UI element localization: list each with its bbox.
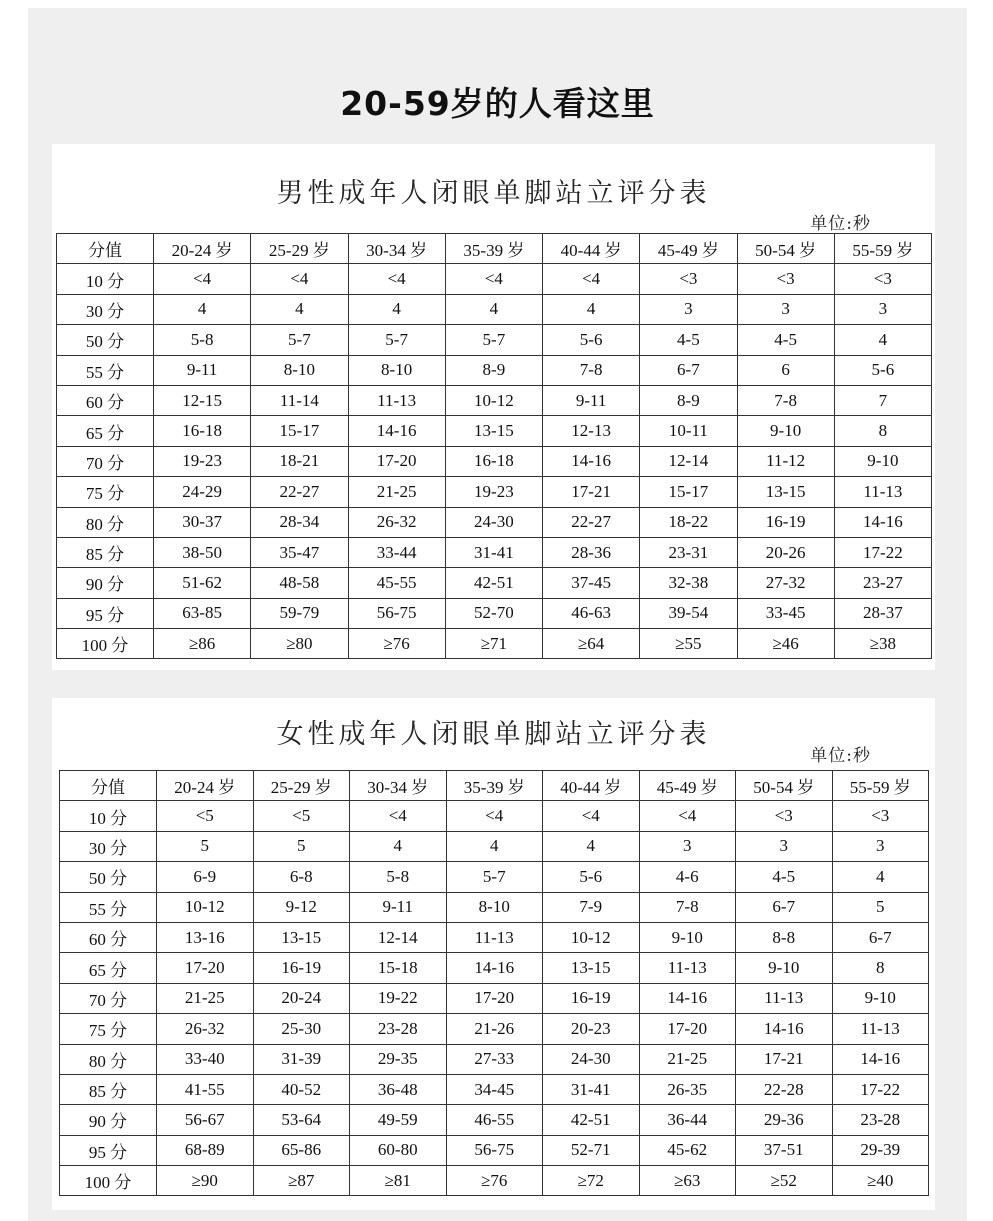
table-row xyxy=(60,953,929,983)
time-range-cell: <3 xyxy=(834,264,931,294)
time-range-cell: 42-51 xyxy=(543,1105,640,1135)
time-range-cell: 36-48 xyxy=(350,1074,447,1104)
time-range-cell: 14-16 xyxy=(639,983,736,1013)
score-label-cell: 50 分 xyxy=(60,862,157,892)
time-range-cell: 23-31 xyxy=(640,537,737,567)
score-label-cell: 65 分 xyxy=(60,953,157,983)
time-range-cell: 4 xyxy=(446,831,543,861)
time-range-cell: 8-10 xyxy=(446,892,543,922)
time-range-cell: ≥80 xyxy=(251,629,348,659)
time-range-cell: 9-10 xyxy=(639,922,736,952)
time-range-cell: <5 xyxy=(253,801,350,831)
time-range-cell: 15-17 xyxy=(251,416,348,446)
score-label-cell: 55 分 xyxy=(60,892,157,922)
time-range-cell: 20-26 xyxy=(737,537,834,567)
time-range-cell: 17-21 xyxy=(543,477,640,507)
time-range-cell: 9-11 xyxy=(350,892,447,922)
time-range-cell: ≥40 xyxy=(832,1166,929,1196)
time-range-cell: 16-19 xyxy=(253,953,350,983)
time-range-cell: 22-27 xyxy=(543,507,640,537)
time-range-cell: <4 xyxy=(639,801,736,831)
time-range-cell: 3 xyxy=(736,831,833,861)
time-range-cell: 56-67 xyxy=(157,1105,254,1135)
score-label-cell: 90 分 xyxy=(57,568,154,598)
time-range-cell: 13-15 xyxy=(253,922,350,952)
time-range-cell: 25-30 xyxy=(253,1014,350,1044)
time-range-cell: 22-28 xyxy=(736,1074,833,1104)
age-group-header: 30-34 岁 xyxy=(350,771,447,801)
table-row xyxy=(60,1044,929,1074)
time-range-cell: 17-20 xyxy=(446,983,543,1013)
time-range-cell: 17-21 xyxy=(736,1044,833,1074)
time-range-cell: 8-9 xyxy=(640,385,737,415)
time-range-cell: ≥55 xyxy=(640,629,737,659)
time-range-cell: 3 xyxy=(639,831,736,861)
time-range-cell: 27-32 xyxy=(737,568,834,598)
time-range-cell: 3 xyxy=(832,831,929,861)
time-range-cell: 28-36 xyxy=(543,537,640,567)
time-range-cell: 12-14 xyxy=(350,922,447,952)
time-range-cell: 11-13 xyxy=(736,983,833,1013)
time-range-cell: 15-17 xyxy=(640,477,737,507)
time-range-cell: 5-6 xyxy=(543,325,640,355)
score-column-header: 分值 xyxy=(57,234,154,264)
time-range-cell: 3 xyxy=(737,294,834,324)
table-row xyxy=(60,1166,929,1196)
table-header-row xyxy=(60,771,929,801)
time-range-cell: 5-8 xyxy=(154,325,251,355)
time-range-cell: 31-39 xyxy=(253,1044,350,1074)
time-range-cell: 59-79 xyxy=(251,598,348,628)
time-range-cell: <3 xyxy=(640,264,737,294)
time-range-cell: 29-35 xyxy=(350,1044,447,1074)
time-range-cell: 4 xyxy=(543,294,640,324)
table-row xyxy=(60,1074,929,1104)
table-header-row xyxy=(57,234,932,264)
time-range-cell: 7-8 xyxy=(639,892,736,922)
time-range-cell: 33-40 xyxy=(157,1044,254,1074)
score-label-cell: 10 分 xyxy=(60,801,157,831)
time-range-cell: 13-15 xyxy=(737,477,834,507)
time-range-cell: 36-44 xyxy=(639,1105,736,1135)
time-range-cell: 39-54 xyxy=(640,598,737,628)
age-group-header: 55-59 岁 xyxy=(832,771,929,801)
score-column-header: 分值 xyxy=(60,771,157,801)
time-range-cell: 6-7 xyxy=(832,922,929,952)
time-range-cell: 48-58 xyxy=(251,568,348,598)
age-group-header: 35-39 岁 xyxy=(445,234,542,264)
table-row xyxy=(60,1105,929,1135)
time-range-cell: 40-52 xyxy=(253,1074,350,1104)
score-label-cell: 30 分 xyxy=(60,831,157,861)
time-range-cell: 13-15 xyxy=(543,953,640,983)
male-score-table xyxy=(56,233,932,659)
time-range-cell: 4 xyxy=(445,294,542,324)
time-range-cell: 11-13 xyxy=(639,953,736,983)
time-range-cell: 37-45 xyxy=(543,568,640,598)
time-range-cell: 9-10 xyxy=(834,446,931,476)
time-range-cell: 11-13 xyxy=(834,477,931,507)
time-range-cell: 30-37 xyxy=(154,507,251,537)
female-table-title: 女性成年人闭眼单脚站立评分表 xyxy=(276,719,711,750)
time-range-cell: 4 xyxy=(834,325,931,355)
time-range-cell: 21-25 xyxy=(157,983,254,1013)
time-range-cell: 9-11 xyxy=(154,355,251,385)
time-range-cell: <4 xyxy=(251,264,348,294)
time-range-cell: ≥46 xyxy=(737,629,834,659)
table-row xyxy=(60,892,929,922)
age-group-header: 45-49 岁 xyxy=(640,234,737,264)
time-range-cell: 21-26 xyxy=(446,1014,543,1044)
time-range-cell: 4 xyxy=(350,831,447,861)
page-title: 20-59岁的人看这里 xyxy=(340,84,655,123)
female-score-panel xyxy=(52,698,935,1210)
time-range-cell: 8-9 xyxy=(445,355,542,385)
time-range-cell: 16-18 xyxy=(154,416,251,446)
time-range-cell: 14-16 xyxy=(543,446,640,476)
time-range-cell: 4-5 xyxy=(640,325,737,355)
time-range-cell: 24-30 xyxy=(445,507,542,537)
time-range-cell: ≥63 xyxy=(639,1166,736,1196)
time-range-cell: 14-16 xyxy=(446,953,543,983)
time-range-cell: ≥76 xyxy=(446,1166,543,1196)
time-range-cell: 46-63 xyxy=(543,598,640,628)
time-range-cell: 4 xyxy=(832,862,929,892)
time-range-cell: ≥38 xyxy=(834,629,931,659)
time-range-cell: <4 xyxy=(446,801,543,831)
time-range-cell: 7-8 xyxy=(737,385,834,415)
time-range-cell: 33-44 xyxy=(348,537,445,567)
score-label-cell: 75 分 xyxy=(60,1014,157,1044)
time-range-cell: 5 xyxy=(832,892,929,922)
male-table-title: 男性成年人闭眼单脚站立评分表 xyxy=(276,178,711,209)
time-range-cell: 8-10 xyxy=(348,355,445,385)
time-range-cell: 5-7 xyxy=(251,325,348,355)
time-range-cell: 5-7 xyxy=(348,325,445,355)
table-row xyxy=(57,446,932,476)
time-range-cell: 17-20 xyxy=(639,1014,736,1044)
time-range-cell: 45-55 xyxy=(348,568,445,598)
time-range-cell: 20-23 xyxy=(543,1014,640,1044)
time-range-cell: <4 xyxy=(445,264,542,294)
time-range-cell: 17-20 xyxy=(348,446,445,476)
score-label-cell: 65 分 xyxy=(57,416,154,446)
score-label-cell: 70 分 xyxy=(57,446,154,476)
time-range-cell: <3 xyxy=(832,801,929,831)
time-range-cell: 5-8 xyxy=(350,862,447,892)
time-range-cell: 12-15 xyxy=(154,385,251,415)
time-range-cell: 10-12 xyxy=(445,385,542,415)
time-range-cell: 6-9 xyxy=(157,862,254,892)
time-range-cell: 21-25 xyxy=(348,477,445,507)
score-label-cell: 75 分 xyxy=(57,477,154,507)
time-range-cell: 7 xyxy=(834,385,931,415)
table-row xyxy=(60,1135,929,1165)
time-range-cell: 9-12 xyxy=(253,892,350,922)
age-group-header: 50-54 岁 xyxy=(737,234,834,264)
age-group-header: 45-49 岁 xyxy=(639,771,736,801)
table-row xyxy=(57,294,932,324)
time-range-cell: <3 xyxy=(737,264,834,294)
time-range-cell: 8 xyxy=(832,953,929,983)
time-range-cell: 4 xyxy=(251,294,348,324)
table-row xyxy=(57,629,932,659)
age-group-header: 25-29 岁 xyxy=(251,234,348,264)
table-row xyxy=(57,507,932,537)
time-range-cell: ≥71 xyxy=(445,629,542,659)
score-label-cell: 100 分 xyxy=(60,1166,157,1196)
score-label-cell: 10 分 xyxy=(57,264,154,294)
time-range-cell: 31-41 xyxy=(445,537,542,567)
time-range-cell: 18-22 xyxy=(640,507,737,537)
time-range-cell: 19-22 xyxy=(350,983,447,1013)
table-row xyxy=(60,831,929,861)
table-row xyxy=(60,1014,929,1044)
time-range-cell: 6-7 xyxy=(640,355,737,385)
time-range-cell: 49-59 xyxy=(350,1105,447,1135)
time-range-cell: 27-33 xyxy=(446,1044,543,1074)
time-range-cell: 11-14 xyxy=(251,385,348,415)
time-range-cell: 12-14 xyxy=(640,446,737,476)
time-range-cell: 14-16 xyxy=(348,416,445,446)
table-row xyxy=(57,598,932,628)
time-range-cell: 5 xyxy=(157,831,254,861)
table-row xyxy=(57,385,932,415)
time-range-cell: 28-34 xyxy=(251,507,348,537)
time-range-cell: 11-13 xyxy=(446,922,543,952)
time-range-cell: 9-11 xyxy=(543,385,640,415)
time-range-cell: 16-19 xyxy=(737,507,834,537)
time-range-cell: 5-6 xyxy=(543,862,640,892)
time-range-cell: 45-62 xyxy=(639,1135,736,1165)
time-range-cell: ≥76 xyxy=(348,629,445,659)
time-range-cell: 60-80 xyxy=(350,1135,447,1165)
age-group-header: 40-44 岁 xyxy=(543,771,640,801)
time-range-cell: 14-16 xyxy=(736,1014,833,1044)
time-range-cell: 13-15 xyxy=(445,416,542,446)
time-range-cell: ≥90 xyxy=(157,1166,254,1196)
time-range-cell: 13-16 xyxy=(157,922,254,952)
score-label-cell: 60 分 xyxy=(60,922,157,952)
time-range-cell: 10-12 xyxy=(157,892,254,922)
time-range-cell: 46-55 xyxy=(446,1105,543,1135)
time-range-cell: 17-20 xyxy=(157,953,254,983)
time-range-cell: 8-8 xyxy=(736,922,833,952)
time-range-cell: 4 xyxy=(348,294,445,324)
table-row xyxy=(57,537,932,567)
time-range-cell: 4-6 xyxy=(639,862,736,892)
time-range-cell: 32-38 xyxy=(640,568,737,598)
time-range-cell: ≥64 xyxy=(543,629,640,659)
time-range-cell: 10-12 xyxy=(543,922,640,952)
score-label-cell: 85 分 xyxy=(57,537,154,567)
time-range-cell: 21-25 xyxy=(639,1044,736,1074)
score-label-cell: 80 分 xyxy=(57,507,154,537)
time-range-cell: 37-51 xyxy=(736,1135,833,1165)
table-row xyxy=(60,922,929,952)
age-group-header: 25-29 岁 xyxy=(253,771,350,801)
time-range-cell: 9-10 xyxy=(737,416,834,446)
time-range-cell: <3 xyxy=(736,801,833,831)
time-range-cell: 9-10 xyxy=(832,983,929,1013)
time-range-cell: 18-21 xyxy=(251,446,348,476)
time-range-cell: ≥52 xyxy=(736,1166,833,1196)
score-label-cell: 70 分 xyxy=(60,983,157,1013)
time-range-cell: 52-70 xyxy=(445,598,542,628)
time-range-cell: 8-10 xyxy=(251,355,348,385)
time-range-cell: 11-12 xyxy=(737,446,834,476)
time-range-cell: 23-27 xyxy=(834,568,931,598)
time-range-cell: 34-45 xyxy=(446,1074,543,1104)
time-range-cell: 6-7 xyxy=(736,892,833,922)
female-score-table xyxy=(59,770,929,1196)
time-range-cell: 7-9 xyxy=(543,892,640,922)
time-range-cell: 5 xyxy=(253,831,350,861)
time-range-cell: 56-75 xyxy=(348,598,445,628)
time-range-cell: 24-30 xyxy=(543,1044,640,1074)
score-label-cell: 60 分 xyxy=(57,385,154,415)
time-range-cell: 56-75 xyxy=(446,1135,543,1165)
time-range-cell: ≥81 xyxy=(350,1166,447,1196)
time-range-cell: 5-7 xyxy=(445,325,542,355)
time-range-cell: <4 xyxy=(543,801,640,831)
time-range-cell: 14-16 xyxy=(834,507,931,537)
score-label-cell: 80 分 xyxy=(60,1044,157,1074)
time-range-cell: 3 xyxy=(834,294,931,324)
time-range-cell: 26-35 xyxy=(639,1074,736,1104)
time-range-cell: ≥72 xyxy=(543,1166,640,1196)
time-range-cell: 31-41 xyxy=(543,1074,640,1104)
score-label-cell: 55 分 xyxy=(57,355,154,385)
time-range-cell: 24-29 xyxy=(154,477,251,507)
time-range-cell: 26-32 xyxy=(157,1014,254,1044)
time-range-cell: 22-27 xyxy=(251,477,348,507)
time-range-cell: 63-85 xyxy=(154,598,251,628)
time-range-cell: <4 xyxy=(543,264,640,294)
time-range-cell: 12-13 xyxy=(543,416,640,446)
time-range-cell: 15-18 xyxy=(350,953,447,983)
time-range-cell: 41-55 xyxy=(157,1074,254,1104)
page-frame xyxy=(28,8,967,1221)
time-range-cell: 53-64 xyxy=(253,1105,350,1135)
time-range-cell: 16-18 xyxy=(445,446,542,476)
time-range-cell: 16-19 xyxy=(543,983,640,1013)
male-score-panel xyxy=(52,144,935,670)
age-group-header: 30-34 岁 xyxy=(348,234,445,264)
time-range-cell: <5 xyxy=(157,801,254,831)
time-range-cell: 23-28 xyxy=(832,1105,929,1135)
time-range-cell: <4 xyxy=(350,801,447,831)
age-group-header: 40-44 岁 xyxy=(543,234,640,264)
table-row xyxy=(60,862,929,892)
time-range-cell: 4 xyxy=(154,294,251,324)
time-range-cell: <4 xyxy=(348,264,445,294)
time-range-cell: 19-23 xyxy=(445,477,542,507)
time-range-cell: <4 xyxy=(154,264,251,294)
time-range-cell: 14-16 xyxy=(832,1044,929,1074)
time-range-cell: ≥87 xyxy=(253,1166,350,1196)
time-range-cell: 6-8 xyxy=(253,862,350,892)
score-label-cell: 95 分 xyxy=(57,598,154,628)
time-range-cell: ≥86 xyxy=(154,629,251,659)
female-unit-label: 单位:秒 xyxy=(810,746,871,766)
time-range-cell: 19-23 xyxy=(154,446,251,476)
time-range-cell: 33-45 xyxy=(737,598,834,628)
time-range-cell: 3 xyxy=(640,294,737,324)
time-range-cell: 11-13 xyxy=(348,385,445,415)
score-label-cell: 85 分 xyxy=(60,1074,157,1104)
time-range-cell: 20-24 xyxy=(253,983,350,1013)
time-range-cell: 5-7 xyxy=(446,862,543,892)
table-row xyxy=(57,568,932,598)
time-range-cell: 4 xyxy=(543,831,640,861)
time-range-cell: 52-71 xyxy=(543,1135,640,1165)
time-range-cell: 7-8 xyxy=(543,355,640,385)
time-range-cell: 5-6 xyxy=(834,355,931,385)
time-range-cell: 4-5 xyxy=(737,325,834,355)
time-range-cell: 17-22 xyxy=(834,537,931,567)
time-range-cell: 38-50 xyxy=(154,537,251,567)
time-range-cell: 23-28 xyxy=(350,1014,447,1044)
time-range-cell: 29-36 xyxy=(736,1105,833,1135)
score-label-cell: 50 分 xyxy=(57,325,154,355)
score-label-cell: 100 分 xyxy=(57,629,154,659)
male-unit-label: 单位:秒 xyxy=(810,214,871,234)
time-range-cell: 4-5 xyxy=(736,862,833,892)
time-range-cell: 6 xyxy=(737,355,834,385)
table-row xyxy=(57,477,932,507)
score-label-cell: 95 分 xyxy=(60,1135,157,1165)
table-row xyxy=(57,264,932,294)
time-range-cell: 10-11 xyxy=(640,416,737,446)
age-group-header: 50-54 岁 xyxy=(736,771,833,801)
table-row xyxy=(57,355,932,385)
time-range-cell: 51-62 xyxy=(154,568,251,598)
table-row xyxy=(57,416,932,446)
age-group-header: 20-24 岁 xyxy=(154,234,251,264)
time-range-cell: 28-37 xyxy=(834,598,931,628)
time-range-cell: 29-39 xyxy=(832,1135,929,1165)
time-range-cell: 9-10 xyxy=(736,953,833,983)
time-range-cell: 68-89 xyxy=(157,1135,254,1165)
age-group-header: 20-24 岁 xyxy=(157,771,254,801)
time-range-cell: 8 xyxy=(834,416,931,446)
time-range-cell: 35-47 xyxy=(251,537,348,567)
time-range-cell: 65-86 xyxy=(253,1135,350,1165)
score-label-cell: 90 分 xyxy=(60,1105,157,1135)
age-group-header: 35-39 岁 xyxy=(446,771,543,801)
table-row xyxy=(60,801,929,831)
time-range-cell: 42-51 xyxy=(445,568,542,598)
table-row xyxy=(60,983,929,1013)
time-range-cell: 26-32 xyxy=(348,507,445,537)
score-label-cell: 30 分 xyxy=(57,294,154,324)
time-range-cell: 17-22 xyxy=(832,1074,929,1104)
age-group-header: 55-59 岁 xyxy=(834,234,931,264)
table-row xyxy=(57,325,932,355)
time-range-cell: 11-13 xyxy=(832,1014,929,1044)
